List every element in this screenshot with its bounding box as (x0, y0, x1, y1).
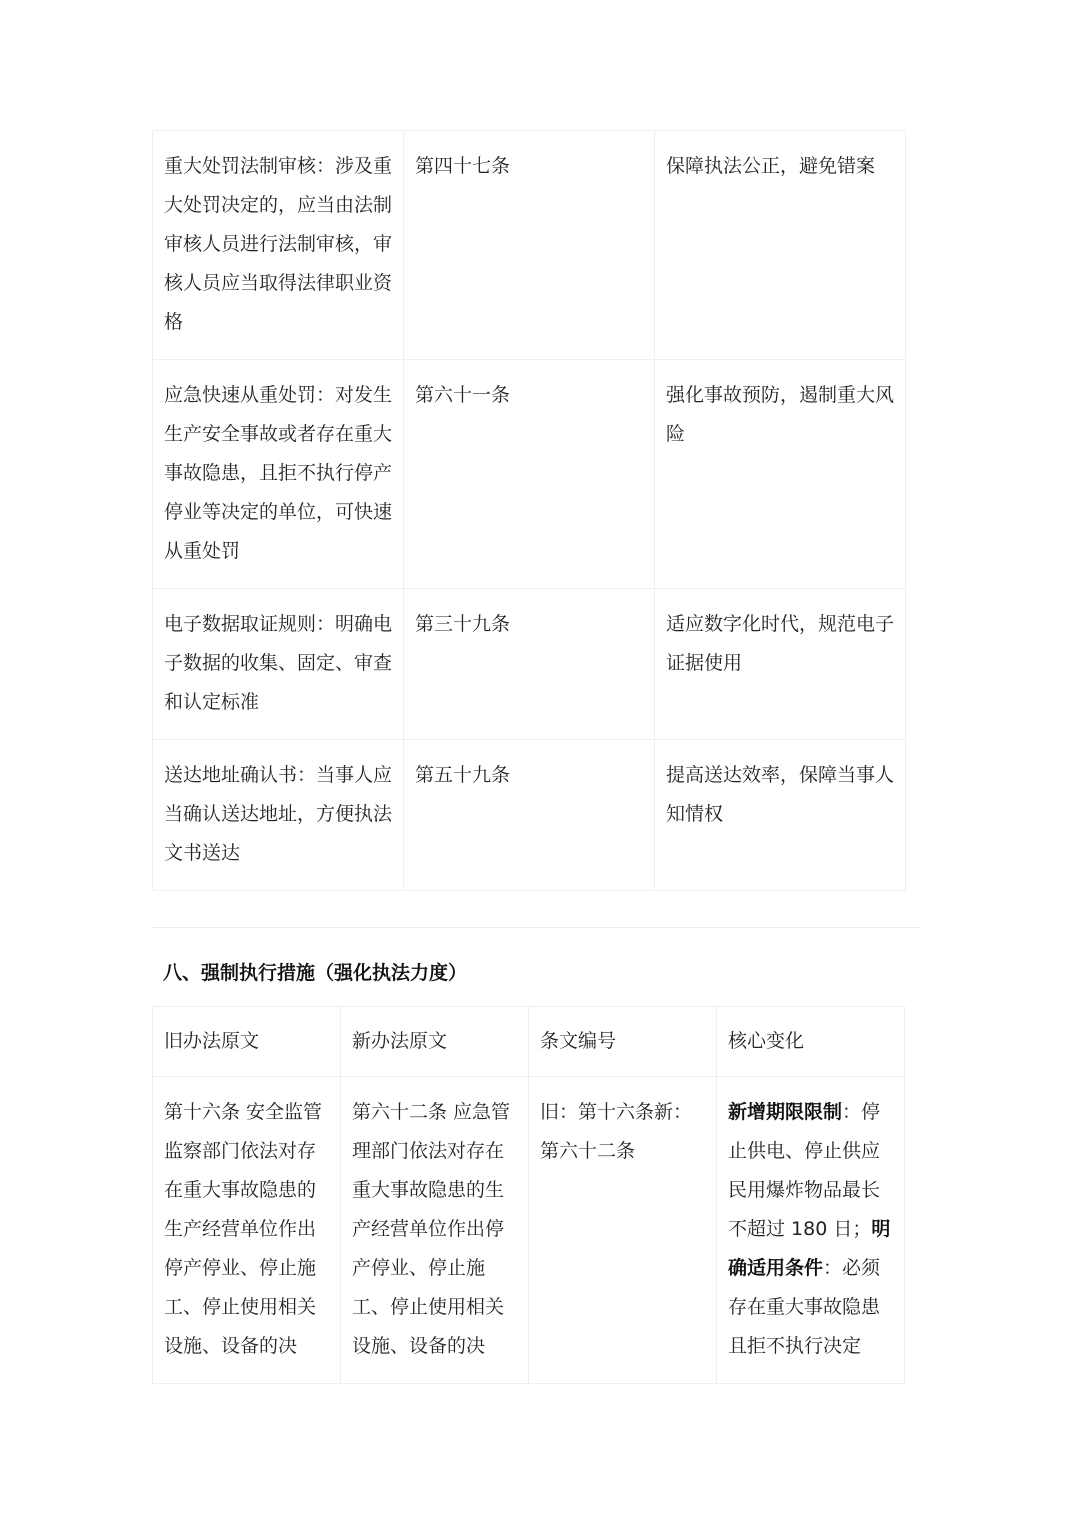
core-change-cell (717, 1077, 905, 1384)
provision-content-cell: 重大处罚法制审核：涉及重大处罚决定的，应当由法制审核人员进行法制审核，审核人员应当取得法律职业资格 (153, 131, 404, 360)
purpose-cell: 强化事故预防，遏制重大风险 (655, 360, 906, 589)
provisions-table (152, 130, 906, 891)
article-number-cell: 旧：第十六条新：第六十二条 (529, 1077, 717, 1384)
table-row (153, 360, 906, 589)
new-text-cell: 第六十二条 应急管理部门依法对存在重大事故隐患的生产经营单位作出停产停业、停止施工、停止使用相关设施、设备的决 (341, 1077, 529, 1384)
section-divider (152, 927, 920, 928)
old-text-cell: 第十六条 安全监管监察部门依法对存在重大事故隐患的生产经营单位作出停产停业、停止施工、停止使用相关设施、设备的决 (153, 1077, 341, 1384)
change-highlight: 新增期限限制 (728, 1101, 843, 1123)
provision-content-cell: 应急快速从重处罚：对发生生产安全事故或者存在重大事故隐患，且拒不执行停产停业等决定的单位，可快速从重处罚 (153, 360, 404, 589)
change-highlight: 明确适用条件 (728, 1218, 891, 1279)
section-heading: 八、强制执行措施（强化执法力度） (163, 962, 468, 984)
article-number-cell: 第五十九条 (404, 740, 655, 891)
table-header-row (153, 1007, 905, 1077)
provision-content-cell: 送达地址确认书：当事人应当确认送达地址，方便执法文书送达 (153, 740, 404, 891)
purpose-cell: 提高送达效率，保障当事人知情权 (655, 740, 906, 891)
enforcement-comparison-table (152, 1006, 905, 1384)
article-number-cell: 第六十一条 (404, 360, 655, 589)
header-core-change: 核心变化 (717, 1007, 905, 1077)
header-new-text: 新办法原文 (341, 1007, 529, 1077)
change-text: ：停止供电、停止供应民用爆炸物品最长不超过 180 日； (728, 1101, 881, 1240)
purpose-cell: 保障执法公正，避免错案 (655, 131, 906, 360)
provision-content-cell: 电子数据取证规则：明确电子数据的收集、固定、审查和认定标准 (153, 589, 404, 740)
change-text: ：必须存在重大事故隐患且拒不执行决定 (728, 1257, 881, 1357)
table-row (153, 740, 906, 891)
article-number-cell: 第三十九条 (404, 589, 655, 740)
header-old-text: 旧办法原文 (153, 1007, 341, 1077)
article-number-cell: 第四十七条 (404, 131, 655, 360)
table-row (153, 589, 906, 740)
table-row (153, 1077, 905, 1384)
header-article-number: 条文编号 (529, 1007, 717, 1077)
purpose-cell: 适应数字化时代，规范电子证据使用 (655, 589, 906, 740)
table-row (153, 131, 906, 360)
